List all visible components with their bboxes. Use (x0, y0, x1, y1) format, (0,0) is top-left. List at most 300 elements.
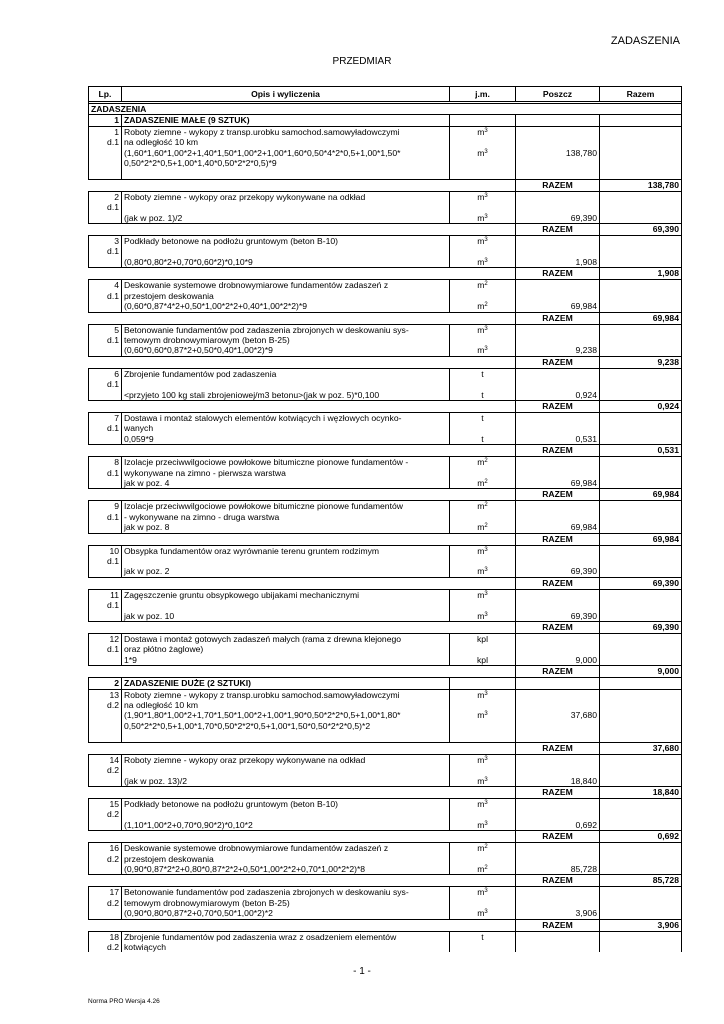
item-number: 1 (89, 126, 122, 137)
item-code: d.2 (89, 809, 122, 819)
table-body (89, 102, 682, 953)
razem-label: RAZEM (516, 268, 600, 280)
empty-cell (516, 798, 600, 809)
empty-cell (516, 423, 600, 433)
empty-cell (516, 379, 600, 389)
item-description-line: Izolacje przeciwwilgociowe powłokowe bitumiczne pionowe fundamentów (122, 501, 450, 512)
unit-cell: $m^3$ (450, 754, 516, 765)
item-number: 17 (89, 887, 122, 898)
empty-cell (450, 644, 516, 654)
empty-cell (516, 721, 600, 731)
empty-cell (600, 412, 682, 423)
empty-cell (600, 887, 682, 898)
empty-cell (450, 335, 516, 345)
item-line-row (89, 301, 682, 312)
document-header-right: ZADASZENIA (610, 35, 680, 47)
item-description-line (122, 202, 450, 212)
page-number: - 1 - (353, 966, 371, 977)
empty-cell (600, 655, 682, 666)
item-line-row (89, 634, 682, 645)
razem-value: 138,780 (600, 179, 682, 191)
item-number: 11 (89, 589, 122, 600)
empty-cell (89, 312, 516, 324)
poszcz-value: 9,000 (516, 655, 600, 666)
empty-cell (122, 731, 450, 742)
item-description-line: Betonowanie fundamentów pod zadaszenia zbrojonych w deskowaniu sys- (122, 324, 450, 335)
item-description-line: oraz płótno żaglowe) (122, 644, 450, 654)
empty-cell (89, 786, 516, 798)
empty-cell (450, 202, 516, 212)
empty-cell (450, 600, 516, 610)
unit-cell: $m^3$ (450, 257, 516, 268)
empty-cell (89, 445, 516, 457)
empty-cell (89, 611, 122, 622)
item-code: d.1 (89, 291, 122, 301)
unit-cell: $m^3$ (450, 908, 516, 919)
razem-row (89, 224, 682, 236)
empty-cell (600, 478, 682, 489)
empty-cell (450, 512, 516, 522)
poszcz-value: 37,680 (516, 710, 600, 720)
empty-cell (89, 908, 122, 919)
razem-label: RAZEM (516, 875, 600, 887)
unit-cell: t (450, 931, 516, 942)
empty-cell (516, 280, 600, 291)
empty-cell (450, 731, 516, 742)
razem-label: RAZEM (516, 919, 600, 931)
razem-value: 85,728 (600, 875, 682, 887)
item-description-line (122, 600, 450, 610)
item-line-row (89, 942, 682, 952)
empty-cell (600, 368, 682, 379)
item-line-row (89, 468, 682, 478)
unit-cell: $m^2$ (450, 478, 516, 489)
empty-cell (89, 390, 122, 401)
razem-row (89, 742, 682, 754)
empty-cell (89, 820, 122, 831)
empty-cell (89, 919, 516, 931)
razem-row (89, 400, 682, 412)
empty-cell (89, 522, 122, 533)
empty-cell (89, 268, 516, 280)
item-line-row (89, 854, 682, 864)
razem-value: 37,680 (600, 742, 682, 754)
razem-label: RAZEM (516, 533, 600, 545)
empty-cell (516, 158, 600, 168)
empty-cell (89, 622, 516, 634)
item-number: 8 (89, 457, 122, 468)
item-line-row (89, 611, 682, 622)
unit-cell: kpl (450, 634, 516, 645)
item-code: d.1 (89, 335, 122, 345)
item-description-line: Podkłady betonowe na podłożu gruntowym (beton B-10) (122, 236, 450, 247)
empty-cell (600, 731, 682, 742)
item-description-line: <przyjeto 100 kg stali zbrojeniowej/m3 betonu>(jak w poz. 5)*0,100 (122, 390, 450, 401)
item-line-row (89, 820, 682, 831)
razem-value: 3,906 (600, 919, 682, 931)
unit-cell: $m^2$ (450, 301, 516, 312)
group-number: 2 (89, 678, 122, 689)
empty-cell (600, 843, 682, 854)
empty-cell (450, 158, 516, 168)
razem-row (89, 919, 682, 931)
empty-cell (516, 137, 600, 147)
unit-cell: $m^3$ (450, 887, 516, 898)
empty-cell (89, 478, 122, 489)
item-number: 7 (89, 412, 122, 423)
item-code: d.1 (89, 137, 122, 147)
item-description-line (122, 556, 450, 566)
empty-cell (516, 556, 600, 566)
poszcz-value: 69,984 (516, 301, 600, 312)
empty-cell (450, 115, 516, 126)
empty-cell (450, 678, 516, 689)
razem-row (89, 533, 682, 545)
item-description-line: Deskowanie systemowe drobnowymiarowe fundamentów zadaszeń z (122, 843, 450, 854)
column-header-lp: Lp. (89, 87, 122, 102)
empty-cell (89, 158, 122, 168)
column-header-poszcz: Poszcz (516, 87, 600, 102)
item-description-line: (0,90*0,87*2*2+0,80*0,87*2*2+0,50*1,00*2*2+0,70*1,00*2*2)*8 (122, 864, 450, 875)
item-number: 18 (89, 931, 122, 942)
item-code: d.1 (89, 600, 122, 610)
empty-cell (516, 589, 600, 600)
razem-value: 18,840 (600, 786, 682, 798)
item-line-row (89, 236, 682, 247)
unit-cell: t (450, 368, 516, 379)
item-code: d.1 (89, 512, 122, 522)
item-number: 6 (89, 368, 122, 379)
empty-cell (450, 898, 516, 908)
unit-cell: $m^3$ (450, 820, 516, 831)
unit-cell: $m^2$ (450, 457, 516, 468)
item-description-line: wykonywane na zimno - pierwsza warstwa (122, 468, 450, 478)
empty-cell (600, 148, 682, 158)
item-line-row (89, 335, 682, 345)
empty-cell (600, 522, 682, 533)
item-line-row (89, 843, 682, 854)
item-description-line: jak w poz. 8 (122, 522, 450, 533)
item-description-line (122, 809, 450, 819)
item-description-line: - wykonywane na zimno - druga warstwa (122, 512, 450, 522)
item-number: 13 (89, 689, 122, 700)
item-line-row (89, 600, 682, 610)
item-number: 14 (89, 754, 122, 765)
empty-cell (516, 731, 600, 742)
empty-cell (516, 191, 600, 202)
empty-cell (516, 291, 600, 301)
item-code: d.1 (89, 556, 122, 566)
software-version: Norma PRO Wersja 4.26 (88, 998, 160, 1005)
unit-cell: $m^3$ (450, 345, 516, 356)
empty-cell (600, 202, 682, 212)
razem-value: 69,984 (600, 533, 682, 545)
razem-row (89, 179, 682, 191)
empty-cell (89, 831, 516, 843)
item-line-row (89, 887, 682, 898)
empty-cell (600, 137, 682, 147)
item-description-line: 0,50*2*2*0,5+1,00*1,40*0,50*2*2*0,5)*9 (122, 158, 450, 168)
razem-row (89, 577, 682, 589)
empty-cell (450, 809, 516, 819)
razem-label: RAZEM (516, 622, 600, 634)
razem-label: RAZEM (516, 356, 600, 368)
group-title: ZADASZENIE DUŻE (2 SZTUKI) (122, 678, 450, 689)
empty-cell (600, 501, 682, 512)
razem-label: RAZEM (516, 786, 600, 798)
item-code: d.1 (89, 379, 122, 389)
item-line-row (89, 478, 682, 489)
item-description-line: na odległość 10 km (122, 137, 450, 147)
razem-row (89, 666, 682, 678)
empty-cell (516, 457, 600, 468)
item-line-row (89, 644, 682, 654)
empty-cell (516, 644, 600, 654)
empty-cell (600, 634, 682, 645)
empty-cell (600, 754, 682, 765)
empty-cell (600, 589, 682, 600)
item-number: 15 (89, 798, 122, 809)
empty-cell (516, 545, 600, 556)
item-line-row (89, 345, 682, 356)
item-line-row (89, 191, 682, 202)
empty-cell (516, 468, 600, 478)
empty-cell (450, 291, 516, 301)
przedmiar-table (88, 86, 682, 952)
item-line-row (89, 776, 682, 787)
item-description-line: przestojem deskowania (122, 291, 450, 301)
unit-cell: $m^3$ (450, 566, 516, 577)
empty-cell (516, 809, 600, 819)
item-description-line: Dostawa i montaż stalowych elementów kotwiących i węzłowych ocynko- (122, 412, 450, 423)
item-line-row (89, 864, 682, 875)
razem-label: RAZEM (516, 179, 600, 191)
item-description-line (122, 246, 450, 256)
item-line-row (89, 710, 682, 720)
item-description-line: Deskowanie systemowe drobnowymiarowe fundamentów zadaszeń z (122, 280, 450, 291)
item-description-line: jak w poz. 10 (122, 611, 450, 622)
empty-cell (450, 556, 516, 566)
empty-cell (600, 931, 682, 942)
unit-cell: $m^3$ (450, 710, 516, 720)
empty-cell (600, 556, 682, 566)
empty-cell (89, 655, 122, 666)
item-description-line: Roboty ziemne - wykopy oraz przekopy wykonywane na odkład (122, 191, 450, 202)
item-code: d.1 (89, 644, 122, 654)
empty-cell (600, 898, 682, 908)
item-code: d.1 (89, 423, 122, 433)
unit-cell: $m^3$ (450, 689, 516, 700)
column-header-jm: j.m. (450, 87, 516, 102)
empty-cell (600, 257, 682, 268)
item-number: 3 (89, 236, 122, 247)
item-line-row (89, 589, 682, 600)
item-line-row (89, 280, 682, 291)
poszcz-value: 1,908 (516, 257, 600, 268)
item-gap-row (89, 168, 682, 179)
item-description-line: kotwiących (122, 942, 450, 952)
empty-cell (600, 213, 682, 224)
razem-label: RAZEM (516, 577, 600, 589)
item-code: d.1 (89, 246, 122, 256)
empty-cell (516, 236, 600, 247)
empty-cell (600, 854, 682, 864)
item-description-line: Zagęszczenie gruntu obsypkowego ubijakami mechanicznymi (122, 589, 450, 600)
item-description-line: (0,60*0,87*4*2+0,50*1,00*2*2+0,40*1,00*2*2)*9 (122, 301, 450, 312)
poszcz-value: 85,728 (516, 864, 600, 875)
item-code: d.2 (89, 765, 122, 775)
empty-cell (516, 678, 600, 689)
empty-cell (600, 678, 682, 689)
razem-row (89, 445, 682, 457)
item-description-line: (0,80*0,80*2+0,70*0,60*2)*0,10*9 (122, 257, 450, 268)
unit-cell: kpl (450, 655, 516, 666)
item-description-line: przestojem deskowania (122, 854, 450, 864)
empty-cell (516, 689, 600, 700)
empty-cell (516, 202, 600, 212)
razem-label: RAZEM (516, 312, 600, 324)
item-description-line: (1,60*1,60*1,00*2+1,40*1,50*1,00*2+1,00*1,60*0,50*4*2*0,5+1,00*1,50* (122, 148, 450, 158)
unit-cell: $m^2$ (450, 843, 516, 854)
empty-cell (516, 512, 600, 522)
item-line-row (89, 324, 682, 335)
empty-cell (600, 809, 682, 819)
unit-cell: $m^2$ (450, 501, 516, 512)
razem-value: 69,984 (600, 489, 682, 501)
razem-value: 69,390 (600, 622, 682, 634)
item-line-row (89, 512, 682, 522)
item-line-row (89, 423, 682, 433)
item-line-row (89, 390, 682, 401)
poszcz-value: 0,924 (516, 390, 600, 401)
group-row (89, 678, 682, 689)
item-description-line: (0,90*0,80*0,87*2+0,70*0,50*1,00*2)*2 (122, 908, 450, 919)
item-description-line: Podkłady betonowe na podłożu gruntowym (beton B-10) (122, 798, 450, 809)
empty-cell (600, 689, 682, 700)
empty-cell (89, 731, 122, 742)
empty-cell (600, 168, 682, 179)
empty-cell (600, 324, 682, 335)
empty-cell (516, 765, 600, 775)
empty-cell (600, 512, 682, 522)
empty-cell (600, 280, 682, 291)
empty-cell (600, 301, 682, 312)
unit-cell: $m^2$ (450, 864, 516, 875)
item-description-line: Izolacje przeciwwilgociowe powłokowe bitumiczne pionowe fundamentów - (122, 457, 450, 468)
item-line-row (89, 148, 682, 158)
item-description-line: 0,50*2*2*0,5+1,00*1,70*0,50*2*2*0,5+1,00*1,50*0,50*2*2*0,5)*2 (122, 721, 450, 731)
razem-value: 69,390 (600, 577, 682, 589)
item-line-row (89, 908, 682, 919)
razem-row (89, 831, 682, 843)
razem-value: 9,238 (600, 356, 682, 368)
item-line-row (89, 765, 682, 775)
item-code: d.1 (89, 468, 122, 478)
empty-cell (450, 942, 516, 952)
item-line-row (89, 809, 682, 819)
razem-label: RAZEM (516, 666, 600, 678)
column-header-razem: Razem (600, 87, 682, 102)
empty-cell (600, 942, 682, 952)
empty-cell (89, 489, 516, 501)
empty-cell (89, 179, 516, 191)
item-code: d.2 (89, 942, 122, 952)
razem-label: RAZEM (516, 445, 600, 457)
razem-value: 0,692 (600, 831, 682, 843)
empty-cell (600, 644, 682, 654)
item-description-line: (jak w poz. 13)/2 (122, 776, 450, 787)
item-line-row (89, 898, 682, 908)
item-description-line: Roboty ziemne - wykopy z transp.urobku samochod.samowyładowczymi (122, 689, 450, 700)
empty-cell (516, 942, 600, 952)
razem-label: RAZEM (516, 224, 600, 236)
empty-cell (516, 246, 600, 256)
poszcz-value: 69,390 (516, 611, 600, 622)
empty-cell (516, 931, 600, 942)
item-line-row (89, 137, 682, 147)
item-description-line: (1,10*1,00*2+0,70*0,90*2)*0,10*2 (122, 820, 450, 831)
empty-cell (600, 434, 682, 445)
empty-cell (450, 379, 516, 389)
empty-cell (450, 721, 516, 731)
empty-cell (516, 412, 600, 423)
empty-cell (516, 887, 600, 898)
poszcz-value: 0,531 (516, 434, 600, 445)
item-code: d.2 (89, 898, 122, 908)
empty-cell (516, 854, 600, 864)
unit-cell: $m^3$ (450, 126, 516, 137)
empty-cell (89, 776, 122, 787)
item-line-row (89, 412, 682, 423)
razem-row (89, 489, 682, 501)
empty-cell (450, 468, 516, 478)
item-line-row (89, 798, 682, 809)
empty-cell (89, 213, 122, 224)
item-line-row (89, 522, 682, 533)
poszcz-value: 69,984 (516, 478, 600, 489)
empty-cell (516, 754, 600, 765)
empty-cell (600, 345, 682, 356)
razem-value: 0,531 (600, 445, 682, 457)
item-description-line: (0,60*0,60*0,87*2+0,50*0,40*1,00*2)*9 (122, 345, 450, 356)
item-line-row (89, 158, 682, 168)
item-line-row (89, 213, 682, 224)
item-line-row (89, 655, 682, 666)
empty-cell (600, 335, 682, 345)
empty-cell (516, 898, 600, 908)
unit-cell: $m^3$ (450, 545, 516, 556)
empty-cell (89, 345, 122, 356)
item-number: 12 (89, 634, 122, 645)
empty-cell (600, 379, 682, 389)
empty-cell (600, 115, 682, 126)
empty-cell (600, 721, 682, 731)
empty-cell (89, 533, 516, 545)
empty-cell (600, 126, 682, 137)
unit-cell: t (450, 390, 516, 401)
unit-cell: $m^3$ (450, 324, 516, 335)
empty-cell (600, 236, 682, 247)
empty-cell (450, 168, 516, 179)
razem-row (89, 312, 682, 324)
item-description-line: (1,90*1,80*1,00*2+1,70*1,50*1,00*2+1,00*1,90*0,50*2*2*0,5+1,00*1,80* (122, 710, 450, 720)
item-description-line: temowym drobnowymiarowym (beton B-25) (122, 898, 450, 908)
empty-cell (450, 246, 516, 256)
item-description-line: Dostawa i montaż gotowych zadaszeń małych (rama z drewna klejonego (122, 634, 450, 645)
empty-cell (89, 224, 516, 236)
item-line-row (89, 291, 682, 301)
unit-cell: $m^3$ (450, 798, 516, 809)
